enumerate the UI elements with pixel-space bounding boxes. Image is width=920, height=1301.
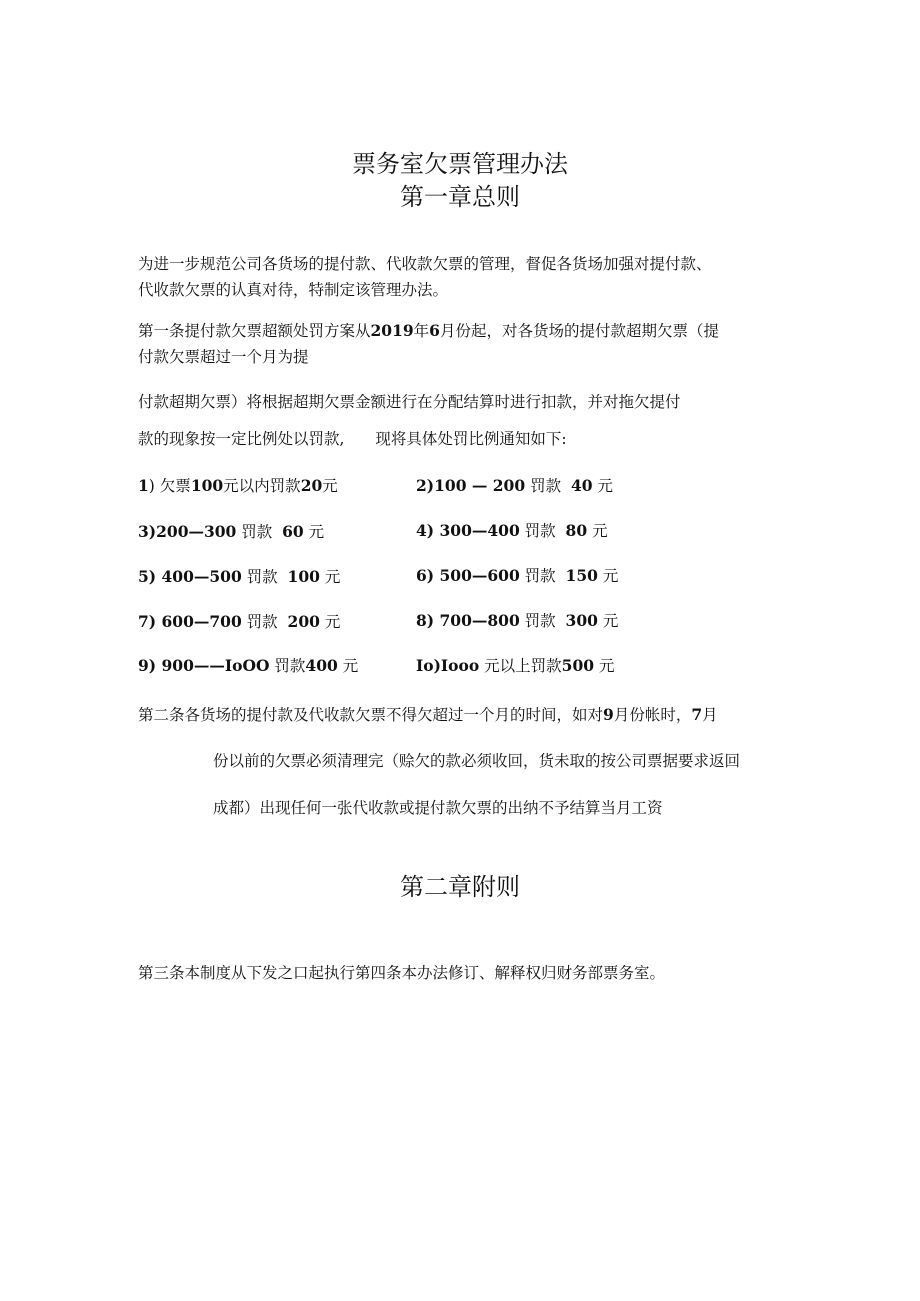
penalty-item-5: 5) 400—500 罚款 100 元 bbox=[138, 567, 341, 586]
penalty-item-3: 3)200—300 罚款 60 元 bbox=[138, 522, 325, 541]
chapter-1-title: 第一章总则 bbox=[400, 183, 520, 211]
article-1-line-1 bbox=[138, 320, 719, 342]
document-title: 票务室欠票管理办法 bbox=[352, 150, 568, 178]
penalty-item-8: 8) 700—800 罚款 300 元 bbox=[416, 611, 619, 630]
penalty-item-7: 7) 600—700 罚款 200 元 bbox=[138, 612, 341, 631]
article-1-text-c: 月份起，对各货场的提付款超期欠票（提 bbox=[439, 322, 719, 340]
article-1-text-b: 年 bbox=[413, 322, 430, 340]
article-1-line-2: 付款欠票超过一个月为提 bbox=[138, 348, 309, 366]
article-1-month: 6 bbox=[429, 321, 440, 340]
article-3-line: 第三条本制度从下发之口起执行第四条本办法修订、解释权归财务部票务室。 bbox=[138, 964, 666, 982]
article-1-text-a: 第一条提付款欠票超额处罚方案从 bbox=[138, 322, 371, 340]
article-1-year: 2019 bbox=[370, 321, 414, 340]
penalty-item-2: 2)100 — 200 罚款 40 元 bbox=[416, 476, 613, 495]
article-1-line-4: 款的现象按一定比例处以罚款, 现将具体处罚比例通知如下: bbox=[138, 430, 567, 448]
article-2-line-2: 份以前的欠票必须清理完（赊欠的款必须收回，货未取的按公司票据要求返回 bbox=[213, 752, 741, 770]
article-2-line-1: 第二条各货场的提付款及代收款欠票不得欠超过一个月的时间，如对9月份帐时，7月 bbox=[138, 705, 718, 724]
penalty-item-4: 4) 300—400 罚款 80 元 bbox=[416, 521, 608, 540]
penalty-item-10: Io)Iooo 元以上罚款500 元 bbox=[416, 656, 615, 675]
intro-line-1: 为进一步规范公司各货场的提付款、代收款欠票的管理，督促各货场加强对提付款、 bbox=[138, 255, 712, 273]
intro-line-2: 代收款欠票的认真对待，特制定该管理办法。 bbox=[138, 281, 449, 299]
article-2-line-3: 成都）出现任何一张代收款或提付款欠票的出纳不予结算当月工资 bbox=[213, 799, 663, 817]
penalty-item-1: 1) 欠票100元以内罚款20元 bbox=[138, 476, 338, 495]
penalty-item-9: 9) 900——IoOO 罚款400 元 bbox=[138, 656, 359, 675]
article-1-line-3: 付款超期欠票）将根据超期欠票金额进行在分配结算时进行扣款，并对拖欠提付 bbox=[138, 393, 681, 411]
penalty-item-6: 6) 500—600 罚款 150 元 bbox=[416, 566, 619, 585]
chapter-2-title: 第二章附则 bbox=[400, 873, 520, 901]
